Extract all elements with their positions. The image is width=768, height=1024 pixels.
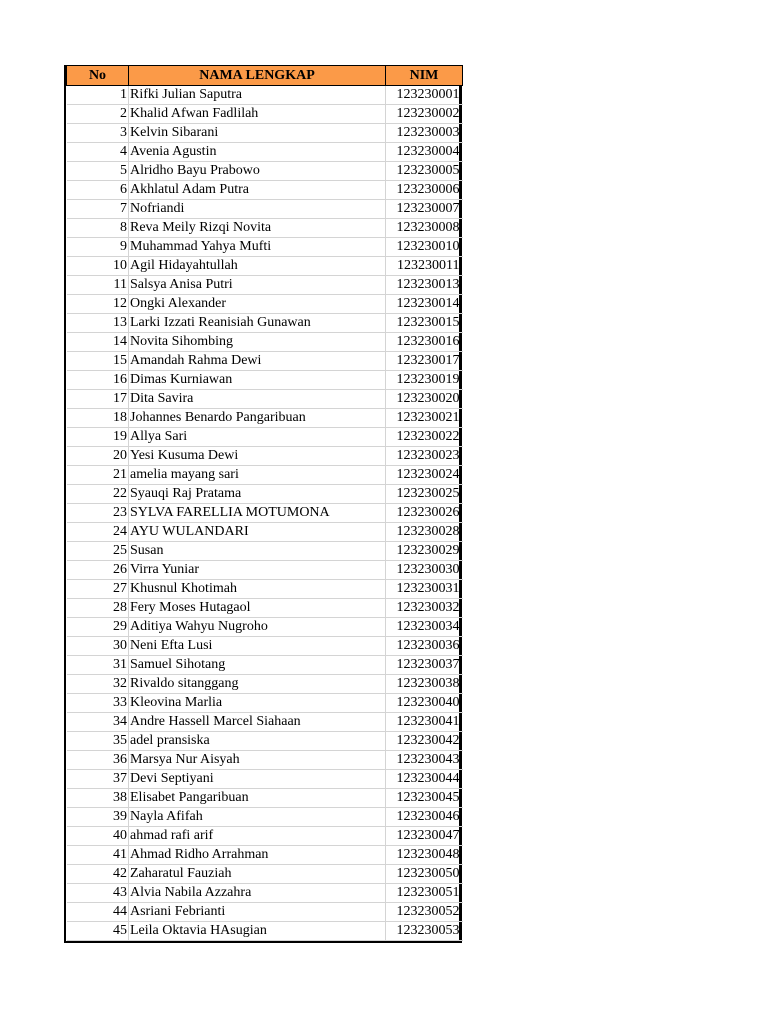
student-name: Kleovina Marlia [129,694,386,713]
student-name: Akhlatul Adam Putra [129,181,386,200]
table-row [67,675,463,694]
table-row [67,789,463,808]
student-name: Syauqi Raj Pratama [129,485,386,504]
row-number: 12 [67,295,129,314]
row-number: 21 [67,466,129,485]
student-name: Yesi Kusuma Dewi [129,447,386,466]
row-number: 10 [67,257,129,276]
row-number: 23 [67,504,129,523]
student-name: Andre Hassell Marcel Siahaan [129,713,386,732]
table-row [67,751,463,770]
student-nim: 123230019 [386,371,463,390]
row-number: 2 [67,105,129,124]
row-number: 11 [67,276,129,295]
student-nim: 123230031 [386,580,463,599]
student-nim: 123230015 [386,314,463,333]
student-name: Larki Izzati Reanisiah Gunawan [129,314,386,333]
table-row [67,295,463,314]
student-nim: 123230025 [386,485,463,504]
row-number: 5 [67,162,129,181]
table-row [67,827,463,846]
table-row [67,105,463,124]
table-row [67,314,463,333]
student-table [66,65,463,941]
student-name: Kelvin Sibarani [129,124,386,143]
student-nim: 123230045 [386,789,463,808]
student-name: Reva Meily Rizqi Novita [129,219,386,238]
table-row [67,922,463,941]
table-row [67,884,463,903]
row-number: 39 [67,808,129,827]
student-name: Avenia Agustin [129,143,386,162]
student-name: Marsya Nur Aisyah [129,751,386,770]
student-nim: 123230030 [386,561,463,580]
row-number: 43 [67,884,129,903]
table-row [67,599,463,618]
table-row [67,808,463,827]
table-row [67,238,463,257]
table-row [67,162,463,181]
row-number: 44 [67,903,129,922]
student-nim: 123230010 [386,238,463,257]
student-name: Rifki Julian Saputra [129,86,386,105]
row-number: 8 [67,219,129,238]
student-nim: 123230022 [386,428,463,447]
row-number: 25 [67,542,129,561]
student-name: Leila Oktavia HAsugian [129,922,386,941]
row-number: 22 [67,485,129,504]
student-name: Amandah Rahma Dewi [129,352,386,371]
table-row [67,143,463,162]
row-number: 41 [67,846,129,865]
table-row [67,466,463,485]
row-number: 28 [67,599,129,618]
student-nim: 123230021 [386,409,463,428]
student-name: adel pransiska [129,732,386,751]
row-number: 6 [67,181,129,200]
student-nim: 123230014 [386,295,463,314]
table-row [67,276,463,295]
row-number: 19 [67,428,129,447]
student-nim: 123230029 [386,542,463,561]
table-row [67,561,463,580]
header-full-name: NAMA LENGKAP [129,66,386,86]
student-nim: 123230016 [386,333,463,352]
student-nim: 123230034 [386,618,463,637]
student-nim: 123230024 [386,466,463,485]
student-nim: 123230053 [386,922,463,941]
table-row [67,542,463,561]
student-nim: 123230038 [386,675,463,694]
table-row [67,86,463,105]
row-number: 33 [67,694,129,713]
table-row [67,903,463,922]
student-name: Susan [129,542,386,561]
table-row [67,181,463,200]
student-nim: 123230007 [386,200,463,219]
table-row [67,580,463,599]
table-body [67,86,463,941]
table-row [67,219,463,238]
student-name: Novita Sihombing [129,333,386,352]
student-name: Johannes Benardo Pangaribuan [129,409,386,428]
student-name: Dita Savira [129,390,386,409]
row-number: 26 [67,561,129,580]
row-number: 38 [67,789,129,808]
student-nim: 123230002 [386,105,463,124]
table-row [67,124,463,143]
student-name: Elisabet Pangaribuan [129,789,386,808]
student-nim: 123230042 [386,732,463,751]
student-nim: 123230037 [386,656,463,675]
table-row [67,485,463,504]
student-name: Khusnul Khotimah [129,580,386,599]
student-name: SYLVA FARELLIA MOTUMONA [129,504,386,523]
row-number: 7 [67,200,129,219]
student-list-table [64,65,462,943]
student-name: Virra Yuniar [129,561,386,580]
student-nim: 123230008 [386,219,463,238]
student-name: Dimas Kurniawan [129,371,386,390]
row-number: 27 [67,580,129,599]
row-number: 37 [67,770,129,789]
header-no: No [67,66,129,86]
student-name: Nofriandi [129,200,386,219]
student-nim: 123230023 [386,447,463,466]
student-name: ahmad rafi arif [129,827,386,846]
header-row [67,66,463,86]
student-name: Aditiya Wahyu Nugroho [129,618,386,637]
student-name: Allya Sari [129,428,386,447]
student-name: amelia mayang sari [129,466,386,485]
student-name: Salsya Anisa Putri [129,276,386,295]
student-nim: 123230005 [386,162,463,181]
student-nim: 123230050 [386,865,463,884]
row-number: 3 [67,124,129,143]
student-nim: 123230001 [386,86,463,105]
table-row [67,713,463,732]
student-nim: 123230044 [386,770,463,789]
table-row [67,504,463,523]
table-row [67,637,463,656]
table-row [67,694,463,713]
row-number: 42 [67,865,129,884]
student-name: Ahmad Ridho Arrahman [129,846,386,865]
table-row [67,447,463,466]
row-number: 30 [67,637,129,656]
table-row [67,390,463,409]
table-row [67,846,463,865]
student-nim: 123230051 [386,884,463,903]
table-row [67,371,463,390]
student-nim: 123230011 [386,257,463,276]
student-nim: 123230036 [386,637,463,656]
student-nim: 123230047 [386,827,463,846]
row-number: 1 [67,86,129,105]
student-name: Asriani Febrianti [129,903,386,922]
student-nim: 123230017 [386,352,463,371]
table-row [67,770,463,789]
student-nim: 123230046 [386,808,463,827]
row-number: 24 [67,523,129,542]
student-name: Muhammad Yahya Mufti [129,238,386,257]
student-nim: 123230032 [386,599,463,618]
student-nim: 123230041 [386,713,463,732]
table-row [67,409,463,428]
row-number: 13 [67,314,129,333]
row-number: 16 [67,371,129,390]
table-row [67,865,463,884]
table-row [67,428,463,447]
row-number: 18 [67,409,129,428]
table-row [67,656,463,675]
student-name: AYU WULANDARI [129,523,386,542]
row-number: 45 [67,922,129,941]
header-nim: NIM [386,66,463,86]
student-nim: 123230020 [386,390,463,409]
row-number: 20 [67,447,129,466]
table-row [67,352,463,371]
table-row [67,333,463,352]
table-row [67,523,463,542]
table-row [67,200,463,219]
row-number: 17 [67,390,129,409]
row-number: 4 [67,143,129,162]
table-row [67,618,463,637]
student-name: Khalid Afwan Fadlilah [129,105,386,124]
student-name: Rivaldo sitanggang [129,675,386,694]
student-name: Agil Hidayahtullah [129,257,386,276]
row-number: 14 [67,333,129,352]
student-name: Devi Septiyani [129,770,386,789]
row-number: 15 [67,352,129,371]
row-number: 34 [67,713,129,732]
row-number: 36 [67,751,129,770]
table-header [67,66,463,86]
row-number: 29 [67,618,129,637]
row-number: 31 [67,656,129,675]
student-nim: 123230006 [386,181,463,200]
student-nim: 123230026 [386,504,463,523]
table-row [67,257,463,276]
student-name: Zaharatul Fauziah [129,865,386,884]
student-name: Ongki Alexander [129,295,386,314]
student-nim: 123230048 [386,846,463,865]
student-name: Neni Efta Lusi [129,637,386,656]
student-name: Alridho Bayu Prabowo [129,162,386,181]
row-number: 9 [67,238,129,257]
student-name: Fery Moses Hutagaol [129,599,386,618]
student-name: Nayla Afifah [129,808,386,827]
student-nim: 123230052 [386,903,463,922]
student-nim: 123230003 [386,124,463,143]
student-nim: 123230028 [386,523,463,542]
row-number: 35 [67,732,129,751]
student-name: Samuel Sihotang [129,656,386,675]
row-number: 40 [67,827,129,846]
student-nim: 123230004 [386,143,463,162]
student-nim: 123230043 [386,751,463,770]
student-name: Alvia Nabila Azzahra [129,884,386,903]
student-nim: 123230013 [386,276,463,295]
table-row [67,732,463,751]
row-number: 32 [67,675,129,694]
student-nim: 123230040 [386,694,463,713]
